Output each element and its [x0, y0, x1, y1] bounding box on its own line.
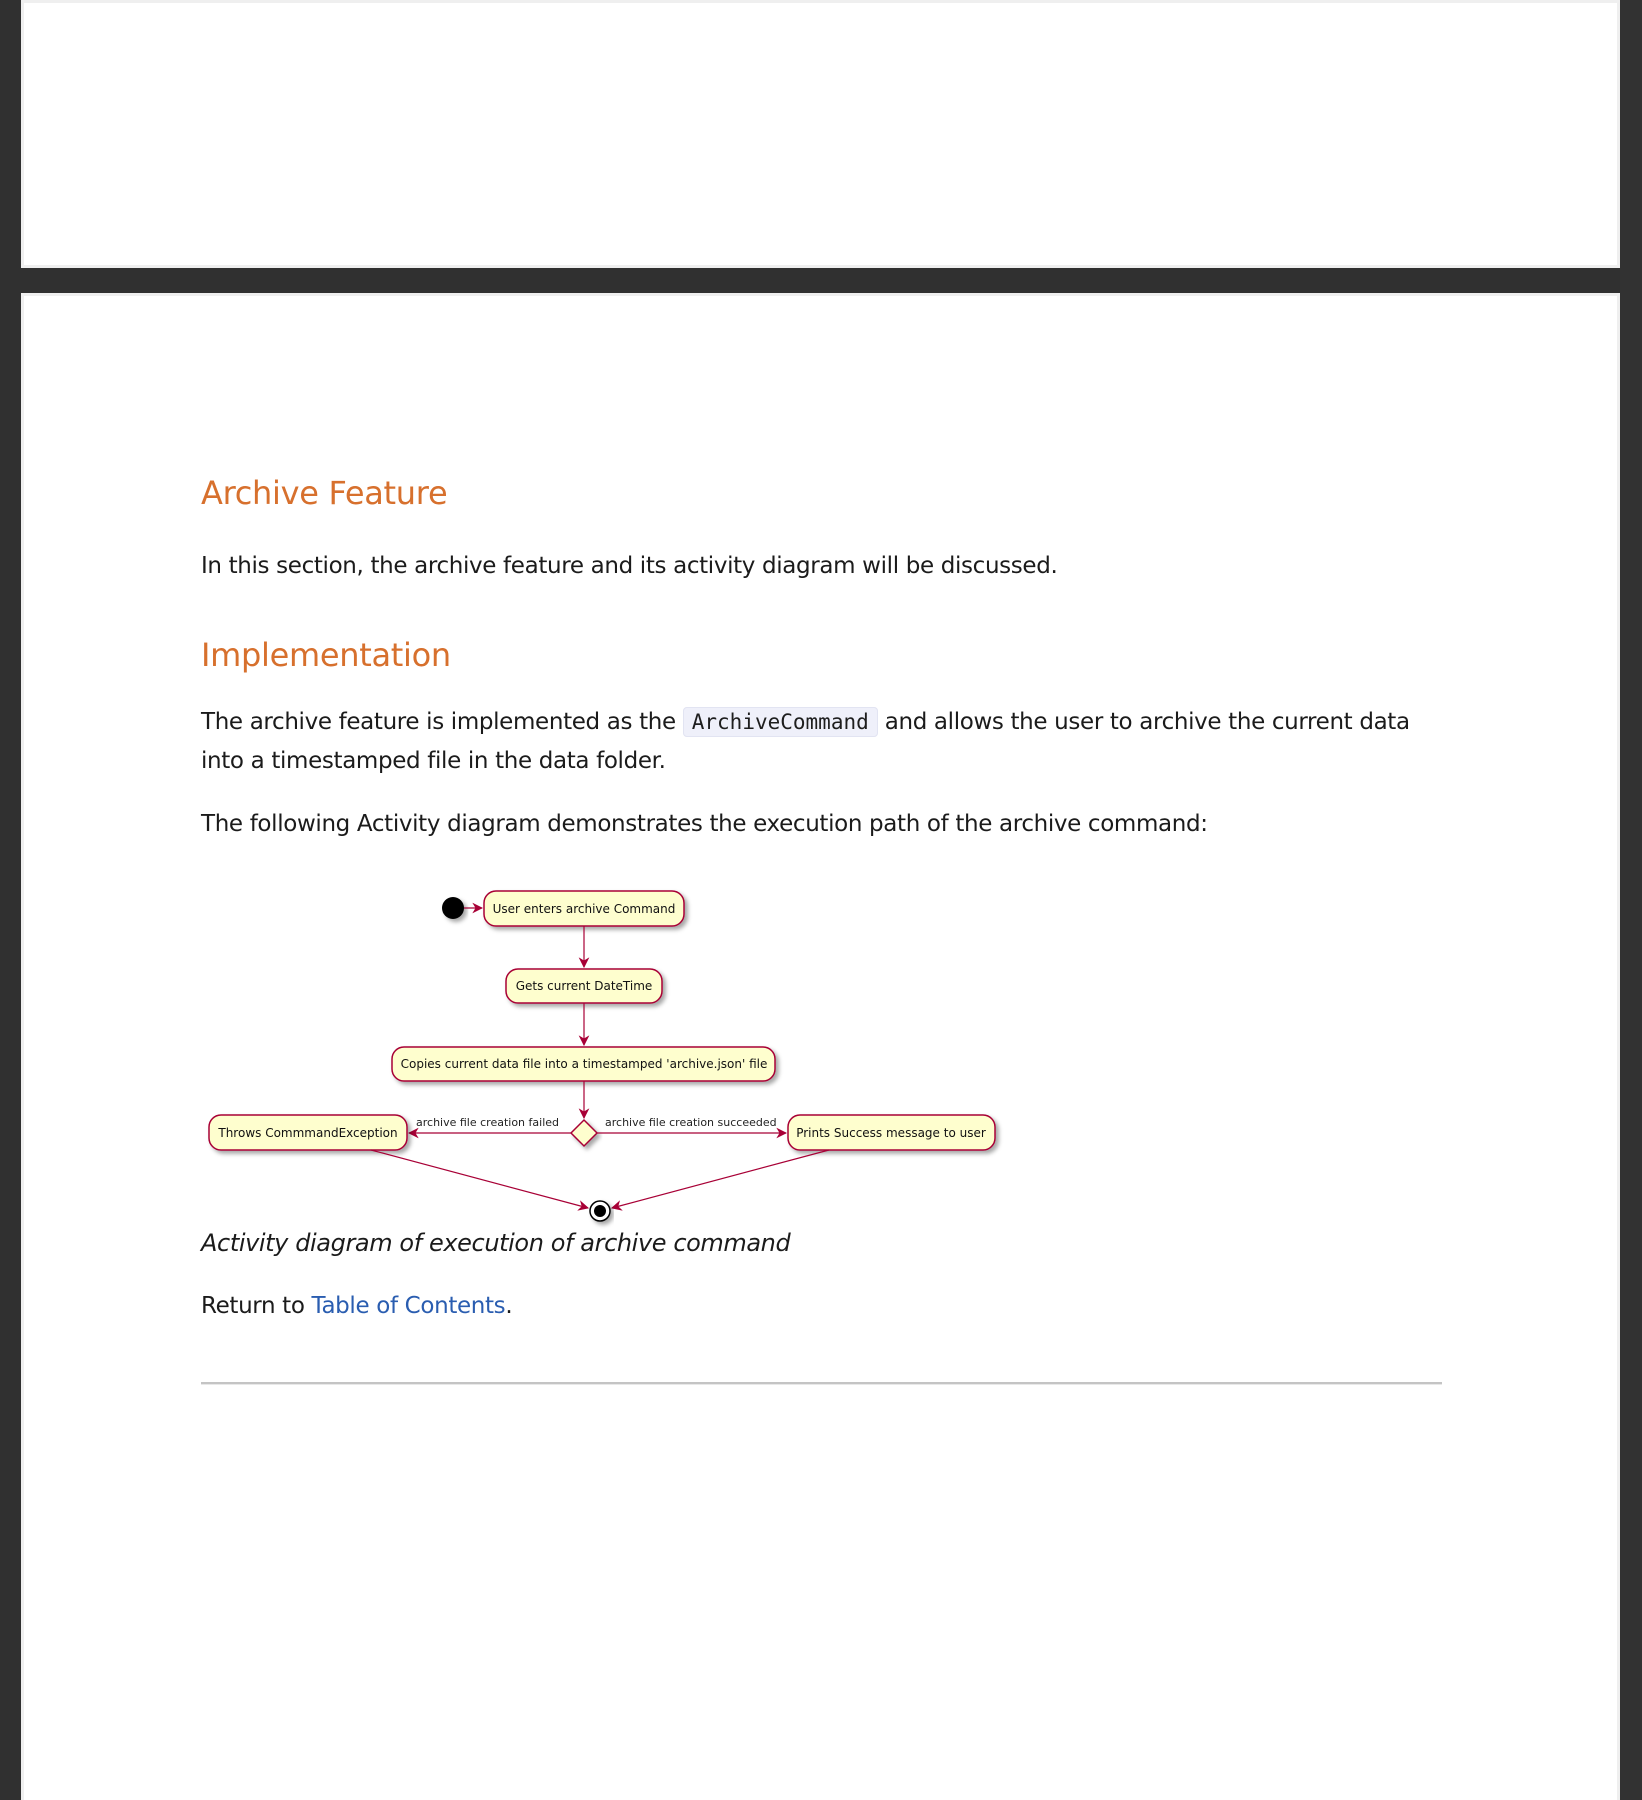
activity-diagram	[201, 873, 1021, 1233]
start-node	[442, 897, 464, 919]
diagram-caption: Activity diagram of execution of archive command	[201, 1229, 791, 1257]
svg-text:Prints Success message to user: Prints Success message to user	[796, 1126, 986, 1140]
edge-label-failed: archive file creation failed	[416, 1116, 559, 1129]
activity-throws-exception	[209, 1115, 407, 1150]
diagram-intro-paragraph: The following Activity diagram demonstrates the execution path of the archive command:	[201, 811, 1208, 837]
implementation-text-before: The archive feature is implemented as the	[201, 709, 683, 735]
section-title: Archive Feature	[201, 474, 448, 512]
svg-text:Gets current DateTime: Gets current DateTime	[515, 979, 653, 993]
return-paragraph	[201, 1293, 512, 1319]
horizontal-rule	[201, 1382, 1442, 1385]
implementation-text-after: and allows the user to archive the current data into a timestamped file in the data folder.	[201, 709, 1410, 774]
svg-text:Copies current data file into: Copies current data file into a timestamped 'archive.json' file	[400, 1057, 768, 1071]
intro-paragraph: In this section, the archive feature and its activity diagram will be discussed.	[201, 553, 1058, 579]
activity-copies-file	[392, 1047, 775, 1081]
table-of-contents-link[interactable]: Table of Contents	[311, 1293, 506, 1319]
activity-gets-datetime	[506, 969, 662, 1003]
archive-command-code: ArchiveCommand	[683, 707, 878, 737]
activity-prints-success	[788, 1115, 995, 1150]
viewer-right-edge	[1620, 0, 1642, 1800]
current-page	[21, 293, 1620, 1800]
return-suffix: .	[505, 1293, 513, 1319]
end-node	[590, 1201, 610, 1221]
svg-text:User enters archive Command: User enters archive Command	[492, 902, 676, 916]
decision-diamond	[571, 1120, 597, 1146]
svg-text:Throws CommmandException: Throws CommmandException	[218, 1126, 398, 1140]
return-prefix: Return to	[201, 1293, 312, 1319]
edge-label-succeeded: archive file creation succeeded	[605, 1116, 777, 1129]
implementation-paragraph	[201, 703, 1442, 781]
previous-page	[21, 0, 1620, 268]
activity-user-enters	[484, 891, 684, 926]
implementation-heading: Implementation	[201, 636, 451, 674]
